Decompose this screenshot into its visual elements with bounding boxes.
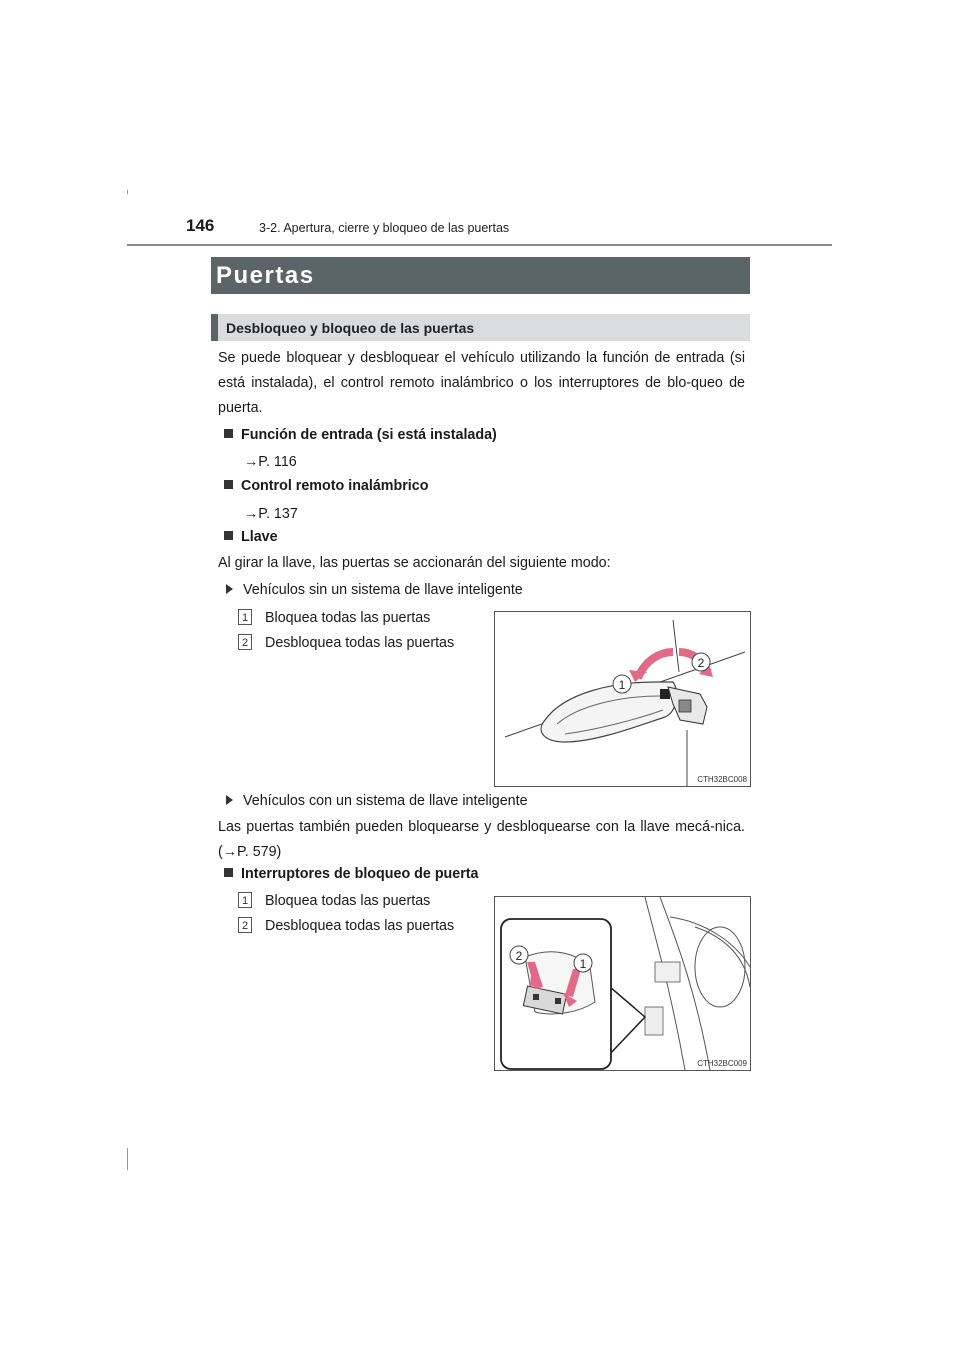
svg-text:1: 1 bbox=[579, 957, 587, 971]
wireless-remote-heading: Control remoto inalámbrico bbox=[224, 478, 428, 494]
page-title: Puertas bbox=[211, 257, 750, 294]
list-item: 2 Desbloquea todas las puertas bbox=[238, 631, 454, 656]
list-item: 2 Desbloquea todas las puertas bbox=[238, 914, 454, 939]
wireless-remote-ref[interactable]: →P. 137 bbox=[244, 506, 298, 522]
triangle-bullet-icon bbox=[226, 795, 233, 805]
door-key-figure bbox=[494, 611, 751, 787]
number-badge: 2 bbox=[238, 634, 252, 650]
no-smart-key-label: Vehículos sin un sistema de llave inteligente bbox=[226, 578, 523, 603]
entry-function-ref[interactable]: →P. 116 bbox=[244, 454, 297, 470]
section-subtitle: Desbloqueo y bloqueo de las puertas bbox=[211, 314, 750, 341]
triangle-bullet-icon bbox=[226, 584, 233, 594]
svg-text:1: 1 bbox=[618, 678, 626, 692]
svg-text:2: 2 bbox=[697, 656, 705, 670]
smart-key-label: Vehículos con un sistema de llave inteligente bbox=[226, 789, 528, 814]
svg-text:2: 2 bbox=[515, 949, 523, 963]
key-text: Al girar la llave, las puertas se accionarán del siguiente modo: bbox=[218, 555, 611, 571]
figure-code: CTH32BC009 bbox=[697, 1059, 747, 1068]
lock-switch-illustration bbox=[495, 897, 750, 1070]
crop-mark bbox=[127, 190, 128, 194]
page-number: 146 bbox=[186, 216, 215, 235]
smart-key-text: Las puertas también pueden bloquearse y desbloquearse con la llave mecá-nica. (→P. 579) bbox=[218, 819, 745, 860]
square-bullet-icon bbox=[224, 480, 233, 489]
entry-function-heading: Función de entrada (si está instalada) bbox=[224, 427, 497, 443]
number-badge: 2 bbox=[238, 917, 252, 933]
list-item: 1 Bloquea todas las puertas bbox=[238, 889, 430, 914]
list-item: 1 Bloquea todas las puertas bbox=[238, 606, 430, 631]
crop-mark bbox=[127, 1148, 128, 1170]
door-handle-key-illustration bbox=[495, 612, 750, 786]
key-heading: Llave bbox=[224, 529, 278, 545]
number-badge: 1 bbox=[238, 892, 252, 908]
header-divider bbox=[127, 244, 832, 246]
section-header: 3-2. Apertura, cierre y bloqueo de las puertas bbox=[259, 221, 510, 235]
square-bullet-icon bbox=[224, 531, 233, 540]
figure-code: CTH32BC008 bbox=[697, 775, 747, 784]
lock-switches-heading: Interruptores de bloqueo de puerta bbox=[224, 866, 479, 882]
square-bullet-icon bbox=[224, 429, 233, 438]
square-bullet-icon bbox=[224, 868, 233, 877]
intro-paragraph: Se puede bloquear y desbloquear el vehículo utilizando la función de entrada (si está instalada), el control remoto inalámbrico o los interruptores de blo-queo de puerta. bbox=[218, 350, 745, 416]
lock-switch-figure bbox=[494, 896, 751, 1071]
number-badge: 1 bbox=[238, 609, 252, 625]
